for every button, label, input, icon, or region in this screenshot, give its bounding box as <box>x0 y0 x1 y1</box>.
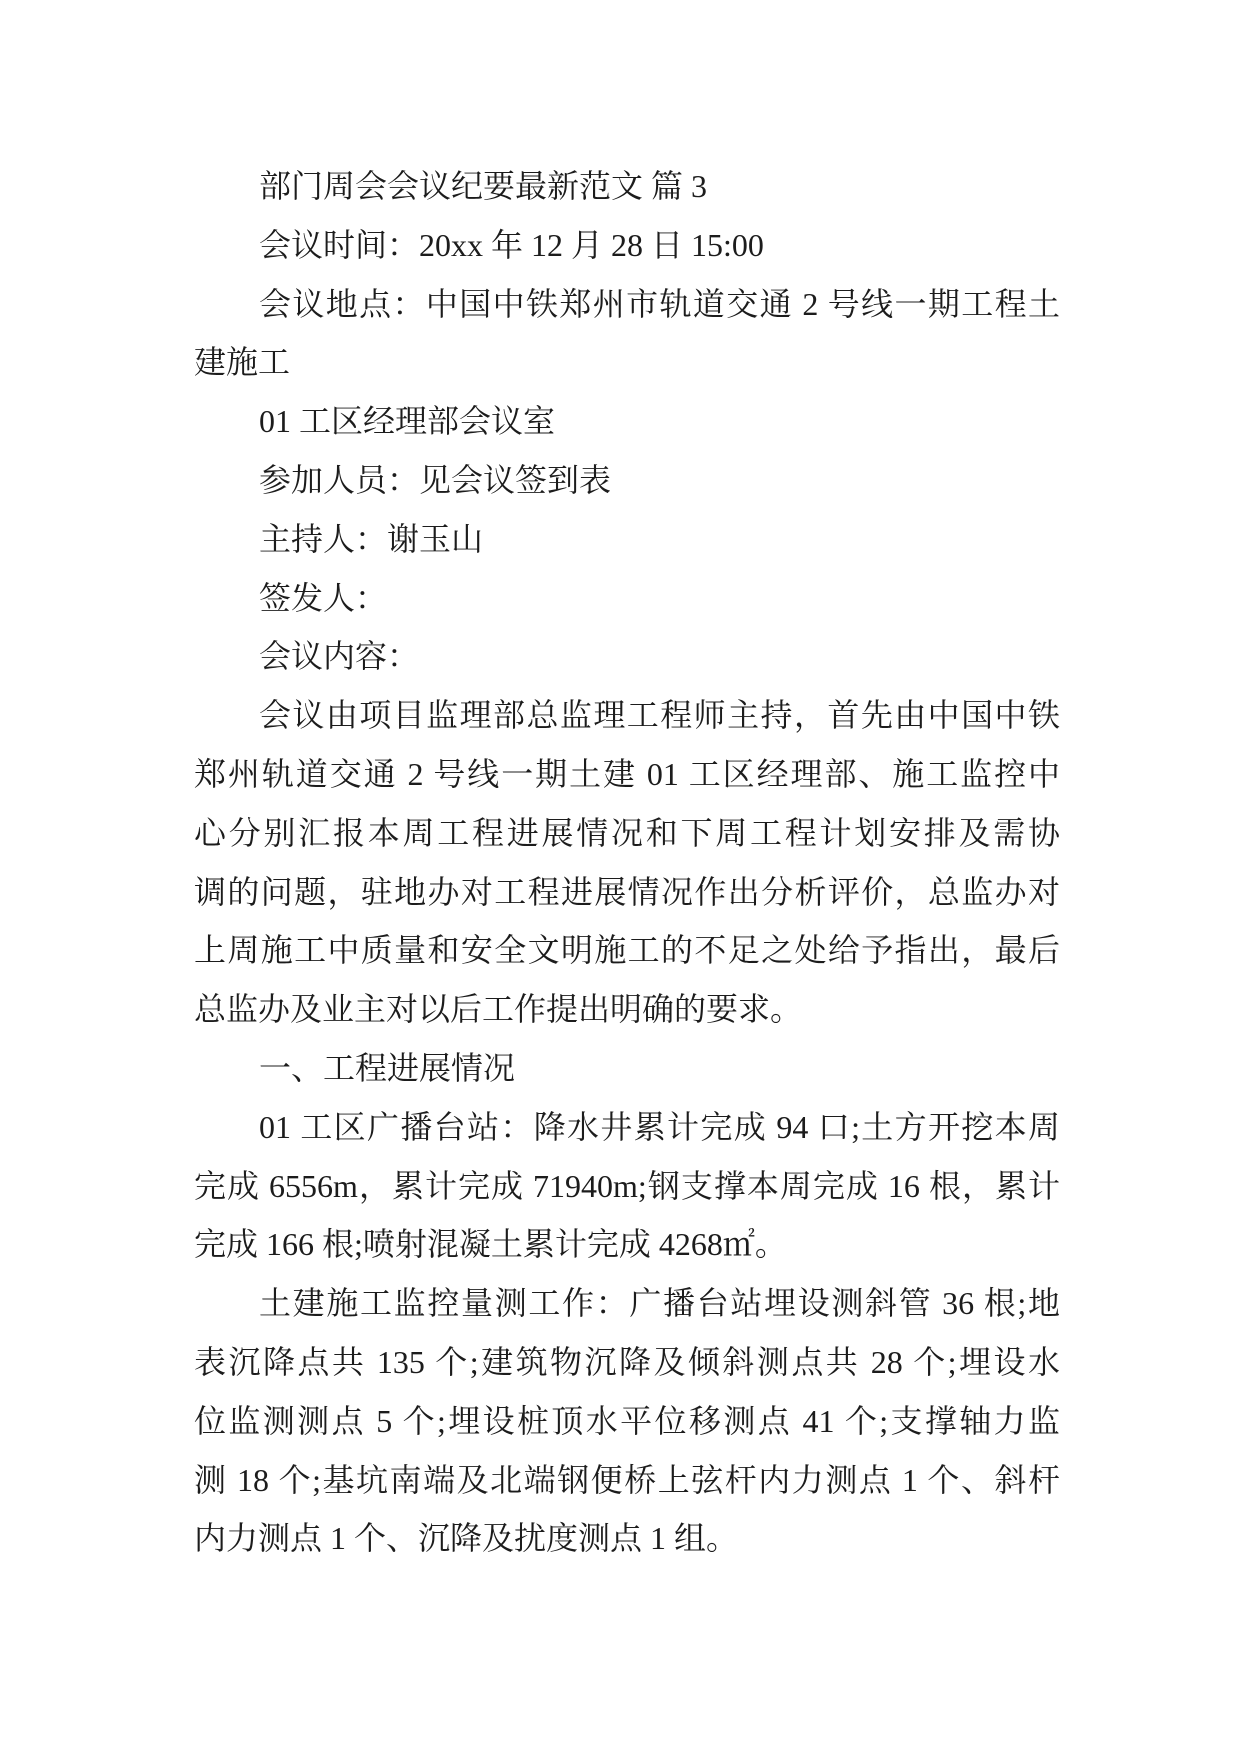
paragraph-line: 内力测点 1 个、沉降及扰度测点 1 组。 <box>194 1520 739 1557</box>
document-title <box>194 157 1060 216</box>
document-body <box>194 157 1060 1568</box>
meeting-location <box>194 275 1060 393</box>
monitoring-paragraph <box>194 1274 1060 1568</box>
title-line: 部门周会会议纪要最新范文 篇 3 <box>259 168 708 204</box>
paragraph-line: 表沉降点共 135 个;建筑物沉降及倾斜测点共 28 个;埋设水 <box>194 1343 1060 1380</box>
meeting-time-line: 会议时间：20xx 年 12 月 28 日 15:00 <box>259 226 764 263</box>
paragraph-line: 土建施工监控量测工作：广播台站埋设测斜管 36 根;地 <box>259 1285 1060 1322</box>
issuer <box>194 569 1060 628</box>
meeting-location-line: 会议地点：中国中铁郑州市轨道交通 2 号线一期工程土 <box>259 285 1060 322</box>
paragraph-line: 会议由项目监理部总监理工程师主持，首先由中国中铁 <box>259 697 1060 734</box>
meeting-content-heading <box>194 627 1060 686</box>
station-progress-paragraph <box>194 1098 1060 1274</box>
attendees-line: 参加人员：见会议签到表 <box>259 461 612 498</box>
host-line: 主持人：谢玉山 <box>259 520 484 557</box>
issuer-line: 签发人： <box>259 579 388 616</box>
meeting-location-line: 建施工 <box>194 344 291 381</box>
host <box>194 510 1060 569</box>
paragraph-line: 测 18 个;基坑南端及北端钢便桥上弦杆内力测点 1 个、斜杆 <box>194 1461 1060 1498</box>
meeting-content-heading-line: 会议内容： <box>259 638 420 675</box>
section-heading-line: 一、工程进展情况 <box>259 1049 516 1086</box>
paragraph-line: 总监办及业主对以后工作提出明确的要求。 <box>194 991 803 1028</box>
paragraph-line: 郑州轨道交通 2 号线一期土建 01 工区经理部、施工监控中 <box>194 755 1060 792</box>
meeting-room-line: 01 工区经理部会议室 <box>259 403 556 440</box>
paragraph-line: 位监测测点 5 个;埋设桩顶水平位移测点 41 个;支撑轴力监 <box>194 1402 1060 1439</box>
paragraph-line: 完成 6556m，累计完成 71940m;钢支撑本周完成 16 根，累计 <box>194 1167 1060 1204</box>
meeting-room <box>194 392 1060 451</box>
paragraph-line: 完成 166 根;喷射混凝土累计完成 4268㎡。 <box>194 1226 787 1263</box>
meeting-time <box>194 216 1060 275</box>
paragraph-line: 01 工区广播台站：降水井累计完成 94 口;土方开挖本周 <box>259 1108 1060 1145</box>
paragraph-line: 上周施工中质量和安全文明施工的不足之处给予指出，最后 <box>194 932 1060 969</box>
meeting-summary-paragraph <box>194 686 1060 1039</box>
paragraph-line: 调的问题，驻地办对工程进展情况作出分析评价，总监办对 <box>194 873 1060 910</box>
section-heading-progress <box>194 1039 1060 1098</box>
paragraph-line: 心分别汇报本周工程进展情况和下周工程计划安排及需协 <box>194 814 1060 851</box>
attendees <box>194 451 1060 510</box>
